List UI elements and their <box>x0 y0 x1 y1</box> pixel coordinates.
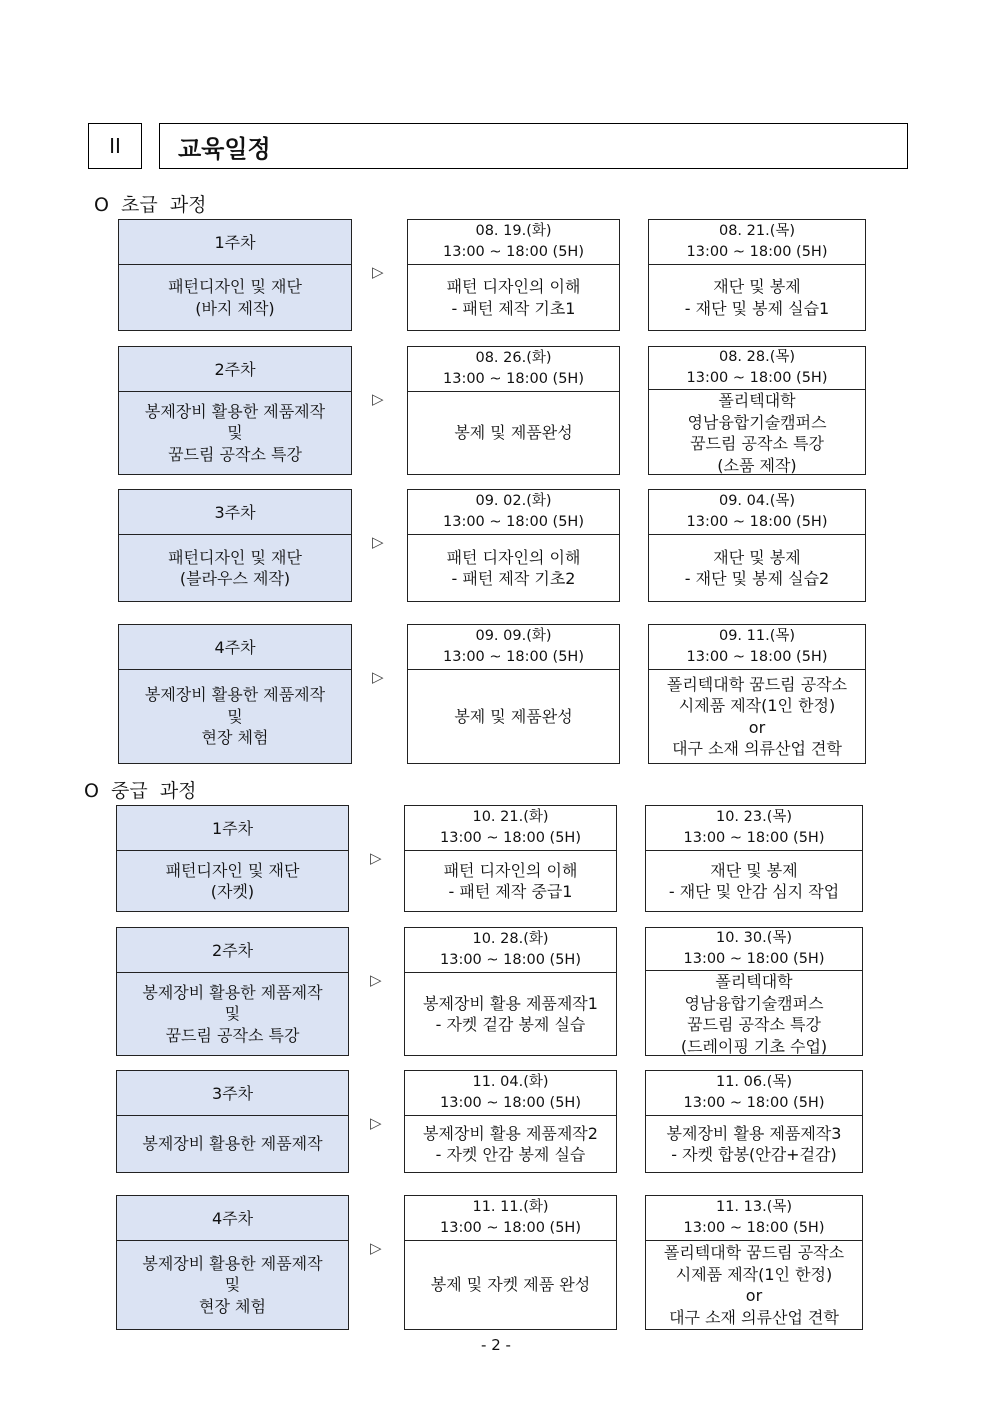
session-time: 13:00 ~ 18:00 (5H) <box>440 830 581 846</box>
week-label: 4주차 <box>211 1208 254 1228</box>
basic-week-2-session-2-content: 폴리텍대학 영남융합기술캠퍼스 꿈드림 공작소 특강 (소품 제작) <box>687 391 827 475</box>
basic-course-label: O 초급 과정 <box>94 194 207 216</box>
basic-week-3-session-1-header <box>408 490 619 535</box>
basic-week-1-box <box>118 219 352 331</box>
arrow-icon: ▷ <box>372 533 384 551</box>
basic-week-3-session-2-content: 재단 및 봉제 - 재단 및 봉제 실습2 <box>684 547 830 588</box>
session-date: 09. 11.(목) <box>718 628 796 644</box>
basic-week-4-session-1-header <box>408 625 619 670</box>
session-date: 08. 19.(화) <box>475 223 552 239</box>
basic-week-2-session-1 <box>407 346 620 475</box>
session-date: 08. 26.(화) <box>475 350 552 366</box>
session-date: 08. 28.(목) <box>718 349 796 365</box>
week-label: 3주차 <box>214 502 256 522</box>
basic-week-1-box-content: 패턴디자인 및 재단 (바지 제작) <box>168 277 302 318</box>
intermediate-week-1-session-1 <box>404 805 617 912</box>
session-date: 11. 06.(목) <box>715 1074 793 1090</box>
intermediate-week-1-session-1-content: 패턴 디자인의 이해 - 패턴 제작 중급1 <box>443 860 578 901</box>
basic-week-4-session-1 <box>407 624 620 764</box>
intermediate-week-4-session-2-content: 폴리텍대학 꿈드림 공작소 시제품 제작(1인 한정) or 대구 소재 의류산업 견학 <box>663 1243 845 1327</box>
intermediate-week-4-box-content: 봉제장비 활용한 제품제작 및 현장 체험 <box>142 1253 323 1316</box>
intermediate-week-4-session-1 <box>404 1195 617 1330</box>
session-time: 13:00 ~ 18:00 (5H) <box>443 371 584 387</box>
intermediate-week-4-session-2-header <box>646 1196 862 1241</box>
basic-week-1-session-1-header <box>408 220 619 265</box>
basic-week-2-session-2-header <box>649 347 865 390</box>
session-date: 10. 21.(화) <box>472 809 549 825</box>
session-time: 13:00 ~ 18:00 (5H) <box>683 1095 825 1111</box>
week-label: 1주차 <box>211 818 254 838</box>
intermediate-week-3-box <box>116 1070 349 1173</box>
session-time: 13:00 ~ 18:00 (5H) <box>683 1220 825 1236</box>
intermediate-week-4-session-2 <box>645 1195 863 1330</box>
intermediate-week-1-box <box>116 805 349 912</box>
session-time: 13:00 ~ 18:00 (5H) <box>686 370 828 386</box>
intermediate-week-2-session-1 <box>404 927 617 1056</box>
basic-week-4-session-2 <box>648 624 866 764</box>
arrow-icon: ▷ <box>372 390 384 408</box>
arrow-icon: ▷ <box>370 971 382 989</box>
basic-week-2-session-1-content: 봉제 및 제품완성 <box>454 423 573 443</box>
basic-week-3-session-1-content: 패턴 디자인의 이해 - 패턴 제작 기초2 <box>446 547 581 588</box>
intermediate-week-2-session-2 <box>645 927 863 1056</box>
basic-week-4-session-1-content: 봉제 및 제품완성 <box>454 706 573 726</box>
basic-week-4-box-header <box>119 625 351 670</box>
basic-week-2-session-2 <box>648 346 866 475</box>
arrow-icon: ▷ <box>370 849 382 867</box>
basic-week-3-session-2 <box>648 489 866 602</box>
session-time: 13:00 ~ 18:00 (5H) <box>440 1220 581 1236</box>
week-label: 4주차 <box>214 637 256 657</box>
basic-week-1-box-header <box>119 220 351 265</box>
session-date: 11. 11.(화) <box>472 1199 549 1215</box>
intermediate-week-3-session-2-content: 봉제장비 활용 제품제작3 - 자켓 합봉(안감+겉감) <box>666 1123 842 1164</box>
basic-week-2-box <box>118 346 352 475</box>
intermediate-week-3-box-header <box>117 1071 348 1116</box>
basic-week-3-session-1 <box>407 489 620 602</box>
page-number: - 2 - <box>481 1336 511 1354</box>
intermediate-course-label: O 중급 과정 <box>84 780 197 802</box>
intermediate-week-3-session-1-header <box>405 1071 616 1116</box>
intermediate-week-2-session-2-header <box>646 928 862 971</box>
arrow-icon: ▷ <box>370 1239 382 1257</box>
intermediate-week-3-session-2 <box>645 1070 863 1173</box>
intermediate-week-3-box-content: 봉제장비 활용한 제품제작 <box>142 1134 323 1154</box>
intermediate-week-1-session-2-header <box>646 806 862 851</box>
arrow-icon: ▷ <box>372 668 384 686</box>
basic-week-2-box-content: 봉제장비 활용한 제품제작 및 꿈드림 공작소 특강 <box>144 401 326 464</box>
basic-week-2-session-1-header <box>408 347 619 392</box>
basic-week-1-session-2 <box>648 219 866 331</box>
basic-week-1-session-2-header <box>649 220 865 265</box>
intermediate-week-2-session-2-content: 폴리텍대학 영남융합기술캠퍼스 꿈드림 공작소 특강 (드레이핑 기초 수업) <box>680 972 828 1056</box>
session-time: 13:00 ~ 18:00 (5H) <box>686 649 828 665</box>
intermediate-week-4-session-1-content: 봉제 및 자켓 제품 완성 <box>430 1275 591 1295</box>
session-date: 10. 23.(목) <box>715 809 793 825</box>
session-time: 13:00 ~ 18:00 (5H) <box>443 244 584 260</box>
intermediate-week-2-box-content: 봉제장비 활용한 제품제작 및 꿈드림 공작소 특강 <box>142 982 323 1045</box>
session-date: 10. 30.(목) <box>715 930 793 946</box>
session-date: 09. 09.(화) <box>475 628 552 644</box>
intermediate-week-1-box-header <box>117 806 348 851</box>
basic-week-1-session-1 <box>407 219 620 331</box>
intermediate-week-4-box-header <box>117 1196 348 1241</box>
session-date: 11. 13.(목) <box>715 1199 793 1215</box>
session-time: 13:00 ~ 18:00 (5H) <box>683 951 825 967</box>
session-time: 13:00 ~ 18:00 (5H) <box>686 244 828 260</box>
intermediate-week-1-session-2-content: 재단 및 봉제 - 재단 및 안감 심지 작업 <box>668 860 840 901</box>
page-title: 교육일정 <box>159 123 908 169</box>
arrow-icon: ▷ <box>372 263 384 281</box>
intermediate-week-2-session-1-content: 봉제장비 활용 제품제작1 - 자켓 겉감 봉제 실습 <box>423 993 598 1034</box>
intermediate-week-3-session-1 <box>404 1070 617 1173</box>
session-date: 08. 21.(목) <box>718 223 796 239</box>
intermediate-week-2-box-header <box>117 928 348 973</box>
session-time: 13:00 ~ 18:00 (5H) <box>686 514 828 530</box>
basic-week-3-box <box>118 489 352 602</box>
basic-week-4-session-2-header <box>649 625 865 670</box>
week-label: 1주차 <box>214 232 256 252</box>
session-time: 13:00 ~ 18:00 (5H) <box>443 649 584 665</box>
intermediate-week-1-session-1-header <box>405 806 616 851</box>
basic-week-2-box-header <box>119 347 351 392</box>
intermediate-week-1-box-content: 패턴디자인 및 재단 (자켓) <box>165 860 300 901</box>
intermediate-week-3-session-1-content: 봉제장비 활용 제품제작2 - 자켓 안감 봉제 실습 <box>423 1123 598 1164</box>
intermediate-week-2-session-1-header <box>405 928 616 973</box>
section-number: II <box>88 123 142 169</box>
session-date: 09. 02.(화) <box>475 493 552 509</box>
basic-week-3-session-2-header <box>649 490 865 535</box>
intermediate-week-4-box <box>116 1195 349 1330</box>
basic-week-1-session-2-content: 재단 및 봉제 - 재단 및 봉제 실습1 <box>684 277 830 318</box>
session-time: 13:00 ~ 18:00 (5H) <box>443 514 584 530</box>
basic-week-3-box-header <box>119 490 351 535</box>
week-label: 2주차 <box>211 940 254 960</box>
session-time: 13:00 ~ 18:00 (5H) <box>440 1095 581 1111</box>
session-date: 11. 04.(화) <box>472 1074 549 1090</box>
intermediate-week-4-session-1-header <box>405 1196 616 1241</box>
session-time: 13:00 ~ 18:00 (5H) <box>683 830 825 846</box>
week-label: 3주차 <box>211 1083 254 1103</box>
week-label: 2주차 <box>214 359 256 379</box>
intermediate-week-1-session-2 <box>645 805 863 912</box>
session-date: 10. 28.(화) <box>472 931 549 947</box>
basic-week-4-box <box>118 624 352 764</box>
basic-week-1-session-1-content: 패턴 디자인의 이해 - 패턴 제작 기초1 <box>446 277 581 318</box>
session-date: 09. 04.(목) <box>718 493 796 509</box>
basic-week-4-session-2-content: 폴리텍대학 꿈드림 공작소 시제품 제작(1인 한정) or 대구 소재 의류산업 견학 <box>666 674 848 758</box>
basic-week-4-box-content: 봉제장비 활용한 제품제작 및 현장 체험 <box>144 685 326 748</box>
arrow-icon: ▷ <box>370 1114 382 1132</box>
intermediate-week-2-box <box>116 927 349 1056</box>
intermediate-week-3-session-2-header <box>646 1071 862 1116</box>
basic-week-3-box-content: 패턴디자인 및 재단 (블라우스 제작) <box>168 547 302 588</box>
session-time: 13:00 ~ 18:00 (5H) <box>440 952 581 968</box>
